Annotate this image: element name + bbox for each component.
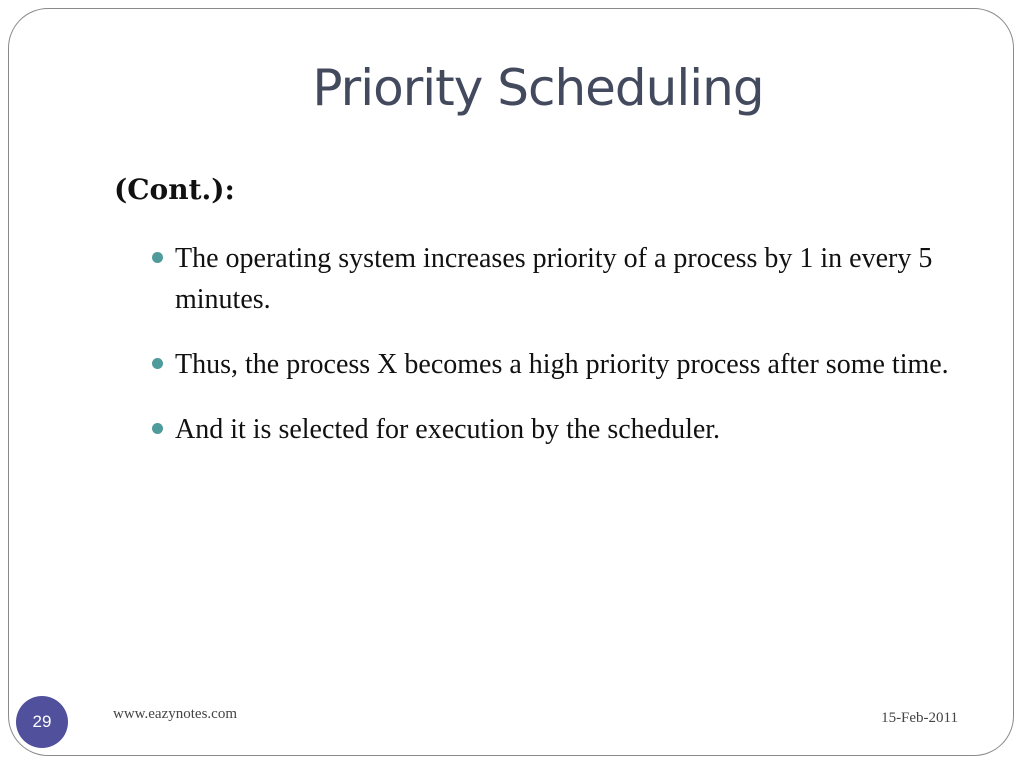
bullet-list xyxy=(150,238,970,474)
bullet-dot-icon xyxy=(152,252,163,263)
bullet-text: And it is selected for execution by the scheduler. xyxy=(175,414,721,445)
bullet-text: The operating system increases priority of a process by 1 in every 5 minutes. xyxy=(175,243,933,315)
bullet-item xyxy=(150,409,970,450)
footer-url: www.eazynotes.com xyxy=(113,706,237,722)
page-number-badge xyxy=(16,696,68,748)
bullet-dot-icon xyxy=(152,358,163,369)
slide-subheading: (Cont.): xyxy=(114,173,235,206)
bullet-item xyxy=(150,344,970,385)
bullet-item xyxy=(150,238,970,320)
bullet-text: Thus, the process X becomes a high priority process after some time. xyxy=(175,349,949,380)
slide-title: Priority Scheduling xyxy=(312,59,764,117)
page-number: 29 xyxy=(32,712,52,731)
footer-date: 15-Feb-2011 xyxy=(881,710,958,726)
bullet-dot-icon xyxy=(152,423,163,434)
